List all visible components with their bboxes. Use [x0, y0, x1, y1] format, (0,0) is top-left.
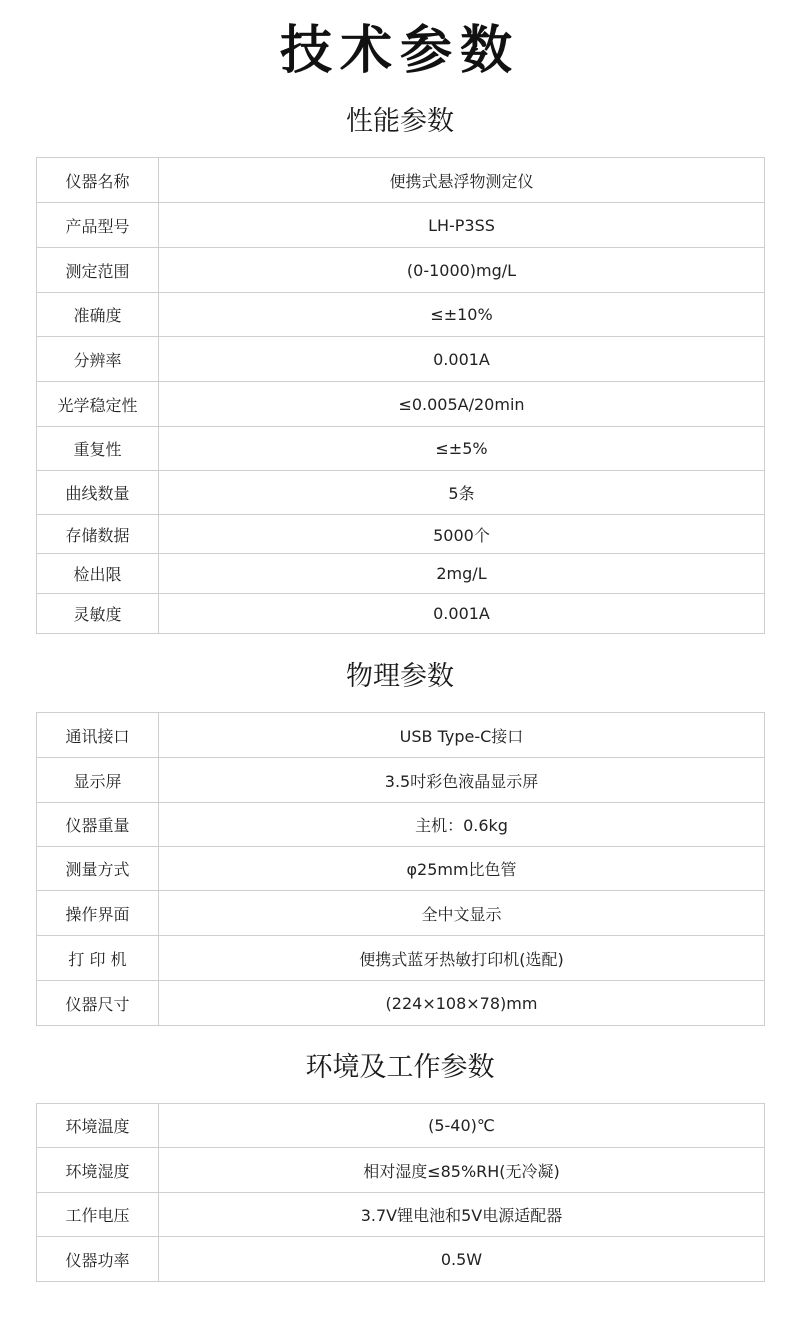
- row-value: 5条: [159, 471, 765, 515]
- row-label: 光学稳定性: [37, 382, 159, 427]
- table-row: [37, 337, 765, 382]
- table-row: [37, 1193, 765, 1237]
- row-label: 存储数据: [37, 515, 159, 554]
- table-row: [37, 1104, 765, 1148]
- row-value: 0.001A: [159, 337, 765, 382]
- row-value: 5000个: [159, 515, 765, 554]
- table-row: [37, 891, 765, 936]
- table-row: [37, 713, 765, 758]
- row-label: 环境湿度: [37, 1148, 159, 1193]
- table-row: [37, 1237, 765, 1282]
- row-value: LH-P3SS: [159, 203, 765, 248]
- row-label: 显示屏: [37, 758, 159, 803]
- table-row: [37, 158, 765, 203]
- row-value: 2mg/L: [159, 554, 765, 594]
- table-row: [37, 382, 765, 427]
- table-row: [37, 248, 765, 293]
- table-row: [37, 981, 765, 1026]
- row-label: 仪器名称: [37, 158, 159, 203]
- row-value: USB Type-C接口: [159, 713, 765, 758]
- physical-spec-table: [36, 712, 765, 1026]
- row-label: 重复性: [37, 427, 159, 471]
- row-label: 环境温度: [37, 1104, 159, 1148]
- row-value: (0-1000)mg/L: [159, 248, 765, 293]
- row-label: 工作电压: [37, 1193, 159, 1237]
- table-row: [37, 936, 765, 981]
- table-row: [37, 554, 765, 594]
- environment-spec-table: [36, 1103, 765, 1282]
- table-row: [37, 203, 765, 248]
- row-value: ≤±5%: [159, 427, 765, 471]
- section-title-performance: 性能参数: [346, 106, 454, 137]
- row-value: 全中文显示: [159, 891, 765, 936]
- row-label: 测定范围: [37, 248, 159, 293]
- row-value: (224×108×78)mm: [159, 981, 765, 1026]
- row-label: 产品型号: [37, 203, 159, 248]
- table-row: [37, 293, 765, 337]
- row-value: 3.7V锂电池和5V电源适配器: [159, 1193, 765, 1237]
- table-row: [37, 471, 765, 515]
- row-value: 0.001A: [159, 594, 765, 634]
- row-value: 主机：0.6kg: [159, 803, 765, 847]
- row-value: φ25mm比色管: [159, 847, 765, 891]
- row-label: 操作界面: [37, 891, 159, 936]
- row-value: 便携式悬浮物测定仪: [159, 158, 765, 203]
- section-title-environment: 环境及工作参数: [305, 1052, 495, 1083]
- row-value: 0.5W: [159, 1237, 765, 1282]
- row-value: 相对湿度≤85%RH(无冷凝): [159, 1148, 765, 1193]
- row-value: ≤±10%: [159, 293, 765, 337]
- row-label: 准确度: [37, 293, 159, 337]
- row-value: 便携式蓝牙热敏打印机(选配): [159, 936, 765, 981]
- row-label: 曲线数量: [37, 471, 159, 515]
- row-label: 检出限: [37, 554, 159, 594]
- row-label: 通讯接口: [37, 713, 159, 758]
- row-value: (5-40)℃: [159, 1104, 765, 1148]
- table-row: [37, 515, 765, 554]
- table-row: [37, 803, 765, 847]
- section-title-physical: 物理参数: [346, 661, 454, 692]
- row-label: 打 印 机: [37, 936, 159, 981]
- row-value: 3.5吋彩色液晶显示屏: [159, 758, 765, 803]
- row-label: 仪器重量: [37, 803, 159, 847]
- page-title: 技术参数: [279, 21, 520, 81]
- row-value: ≤0.005A/20min: [159, 382, 765, 427]
- table-row: [37, 427, 765, 471]
- row-label: 测量方式: [37, 847, 159, 891]
- performance-spec-table: [36, 157, 765, 634]
- table-row: [37, 594, 765, 634]
- row-label: 仪器尺寸: [37, 981, 159, 1026]
- table-row: [37, 758, 765, 803]
- row-label: 灵敏度: [37, 594, 159, 634]
- row-label: 分辨率: [37, 337, 159, 382]
- table-row: [37, 1148, 765, 1193]
- row-label: 仪器功率: [37, 1237, 159, 1282]
- table-row: [37, 847, 765, 891]
